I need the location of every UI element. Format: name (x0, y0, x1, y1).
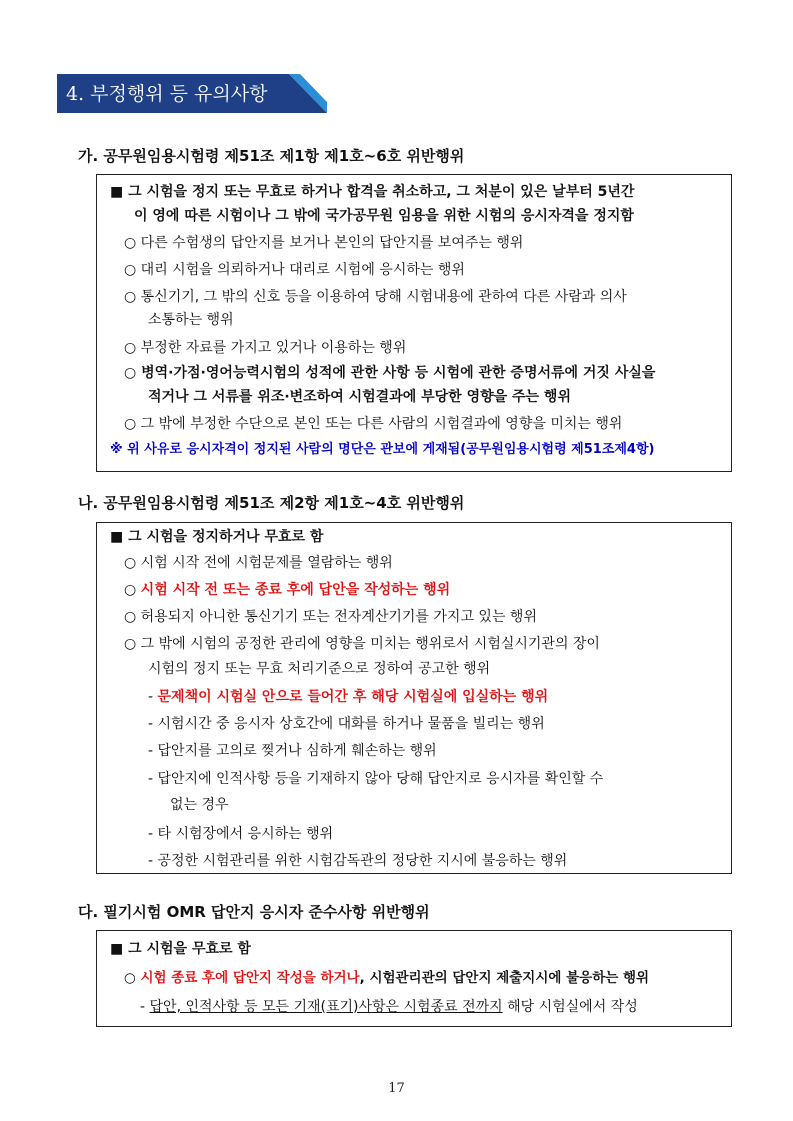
section-title-bar (57, 74, 327, 113)
section-title: 4. 부정행위 등 유의사항 (66, 83, 268, 105)
section-b-item-4a: ○ 그 밖에 시험의 공정한 관리에 영향을 미치는 행위로서 시험실시기관의 장이 (124, 636, 600, 652)
section-c-heading: 다. 필기시험 OMR 답안지 응시자 준수사항 위반행위 (78, 903, 430, 921)
section-a-lead-2: 이 영에 따른 시험이나 그 밖에 국가공무원 임용을 위한 시험의 응시자격을 정지함 (134, 208, 634, 224)
section-b-item-4b: 시험의 정지 또는 무효 처리기준으로 정하여 공고한 행위 (148, 661, 491, 677)
section-a-item-5b: 적거나 그 서류를 위조·변조하여 시험결과에 부당한 영향을 주는 행위 (148, 389, 571, 405)
section-b-item-2-bullet: ○ (124, 582, 141, 598)
page-number: 17 (388, 1081, 405, 1096)
section-c-sub-1-rest: 해당 시험실에서 작성 (502, 999, 638, 1015)
section-a-lead-1: ■ 그 시험을 정지 또는 무효로 하거나 합격을 취소하고, 그 처분이 있은 날부터 5년간 (110, 184, 635, 200)
section-b-item-2 (124, 581, 450, 599)
section-a-item-4: ○ 부정한 자료를 가지고 있거나 이용하는 행위 (124, 340, 407, 356)
section-c-item-1-bullet: ○ (124, 970, 141, 986)
section-c-sub-1-underlined: 답안, 인적사항 등 모든 기재(표기)사항은 시험종료 전까지 (149, 999, 503, 1015)
section-c-sub-1-dash: - (140, 999, 150, 1015)
section-c-item-1-red: 시험 종료 후에 답안지 작성을 하거나 (140, 970, 360, 986)
section-b-sub-5: - 타 시험장에서 응시하는 행위 (148, 826, 334, 842)
section-b-item-3: ○ 허용되지 아니한 통신기기 또는 전자계산기기를 가지고 있는 행위 (124, 609, 537, 625)
section-c-sub-1 (140, 998, 638, 1016)
section-b-heading: 나. 공무원임용시험령 제51조 제2항 제1호~4호 위반행위 (78, 494, 465, 512)
section-a-item-6: ○ 그 밖에 부정한 수단으로 본인 또는 다른 사람의 시험결과에 영향을 미치는 행위 (124, 416, 623, 432)
section-b-sub-4b: 없는 경우 (170, 797, 229, 813)
section-b-sub-3: - 답안지를 고의로 찢거나 심하게 훼손하는 행위 (148, 743, 437, 759)
section-b-sub-4a: - 답안지에 인적사항 등을 기재하지 않아 당해 답안지로 응시자를 확인할 수 (148, 771, 604, 787)
section-b-sub-1-text: 문제책이 시험실 안으로 들어간 후 해당 시험실에 입실하는 행위 (157, 689, 549, 705)
section-a-item-2: ○ 대리 시험을 의뢰하거나 대리로 시험에 응시하는 행위 (124, 262, 465, 278)
section-a-item-5a: ○ 병역·가점·영어능력시험의 성적에 관한 사항 등 시험에 관한 증명서류에 거짓 사실을 (124, 365, 656, 381)
section-a-item-3a: ○ 통신기기, 그 밖의 신호 등을 이용하여 당해 시험내용에 관하여 다른 사람과 의사 (124, 289, 627, 305)
section-c-lead: ■ 그 시험을 무효로 함 (110, 941, 251, 957)
section-b-sub-6: - 공정한 시험관리를 위한 시험감독관의 정당한 지시에 불응하는 행위 (148, 853, 568, 869)
section-a-item-3b: 소통하는 행위 (148, 312, 234, 328)
section-b-sub-1-dash: - (148, 689, 158, 705)
section-c-item-1 (124, 969, 649, 987)
section-b-item-2-text: 시험 시작 전 또는 종료 후에 답안을 작성하는 행위 (140, 582, 451, 598)
section-a-note: ※ 위 사유로 응시자격이 정지된 사람의 명단은 관보에 게재됨(공무원임용시험령 제51조제4항) (110, 442, 655, 457)
section-c-item-1-rest: , 시험관리관의 답안지 제출지시에 불응하는 행위 (359, 970, 650, 986)
section-b-sub-2: - 시험시간 중 응시자 상호간에 대화를 하거나 물품을 빌리는 행위 (148, 716, 545, 732)
section-a-item-1: ○ 다른 수험생의 답안지를 보거나 본인의 답안지를 보여주는 행위 (124, 235, 524, 251)
section-b-lead: ■ 그 시험을 정지하거나 무효로 함 (110, 529, 324, 545)
section-b-sub-1 (148, 688, 548, 706)
section-b-item-1: ○ 시험 시작 전에 시험문제를 열람하는 행위 (124, 555, 393, 571)
section-a-heading: 가. 공무원임용시험령 제51조 제1항 제1호~6호 위반행위 (78, 147, 465, 165)
